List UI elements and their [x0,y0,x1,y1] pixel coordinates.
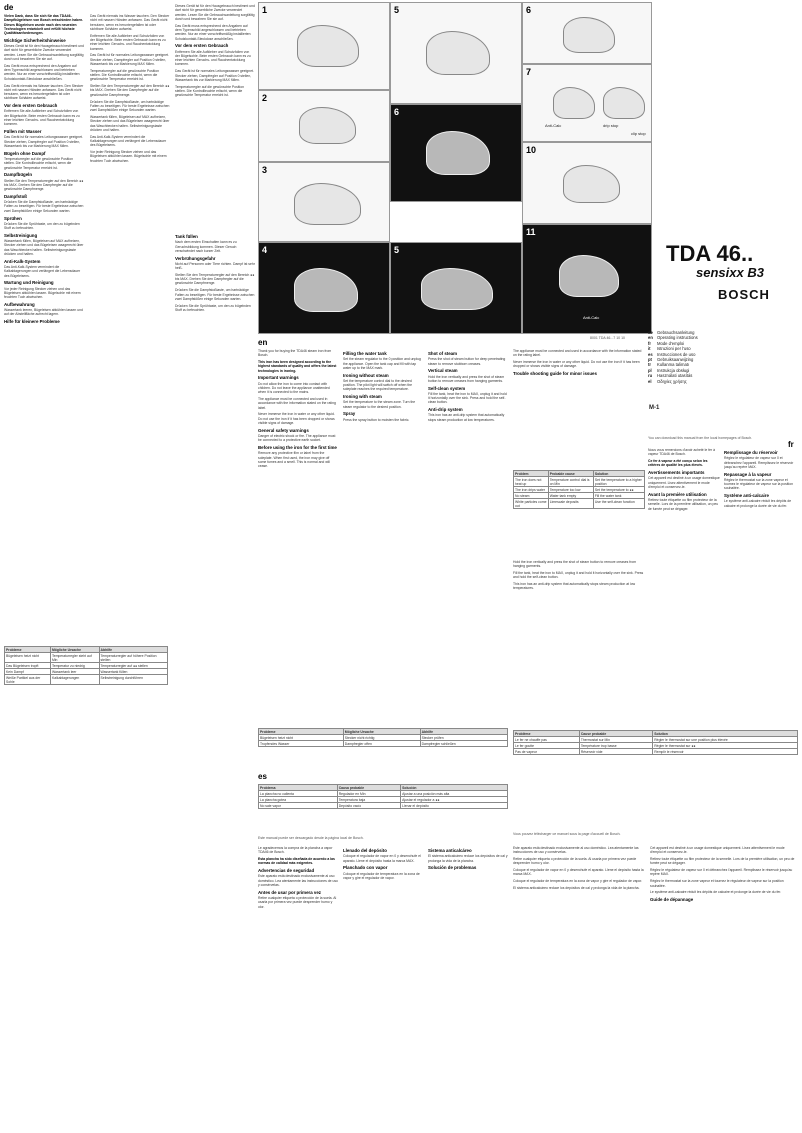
paragraph: Réglez le thermostat sur la zone vapeur et tournez le régulateur de vapeur sur la position souhaitée. [724,477,793,491]
table-cell: Kalkablagerungen [50,675,99,685]
iron-icon [421,268,493,310]
german-column-4 [175,232,255,452]
table-header: Probleme [259,729,344,735]
table-header: Problem [514,471,549,477]
paragraph: Wassertank leeren, Bügeleisen abkühlen lassen und auf der Abstellfläche aufrecht lagern. [4,308,83,317]
table-header: Cause probable [579,731,652,737]
figure-7 [522,64,652,142]
table-cell: Bügeleisen heizt nicht [5,653,51,663]
french-column-2 [724,448,798,728]
language-list [648,330,698,384]
figure-number: 11 [526,227,536,237]
figure-4 [258,242,390,334]
table-cell: Das Bügeleisen tropft [5,663,51,669]
figure-5 [390,2,522,104]
list-item: fr Mode d'emploi [648,340,685,346]
paragraph: Das Gerät niemals ins Wasser tauchen. Den Stecker nicht mit nassen Händen anfassen. Das Gerät nicht benutzen, wenn es heruntergefallen ist oder sichtbare Schäden aufweist. [4,83,84,101]
intro-bold: This iron has been designed according to the highest standards of quality and offers the latest technologies in ironing. [258,360,337,373]
section-heading: Sprühen [4,215,22,221]
table-cell: Le fer ne chauffe pas [514,737,580,743]
paragraph: Stellen Sie den Temperaturregler auf den Bereich ●● bis MAX. Drehen Sie den Dampfregler auf die gewünschte Dampfmenge. [4,178,84,192]
section-heading: General safety warnings [258,427,309,433]
paragraph: Temperaturregler auf die gewünschte Position stellen. Die Kontrollleuchte erlischt, wenn die gewünschte Temperatur erreicht ist. [175,84,244,98]
list-item: es Instrucciones de uso [648,351,696,357]
paragraph: Das Gerät muss entsprechend den Angaben auf dem Typenschild angeschlossen und betrieben werden. Nur an einer vorschriftsmäßig installierten Schutzkontakt-Steckdose anschließen. [4,63,80,81]
footer-note: Este manual puede ser descargado desde la página local de Bosch. [258,836,364,840]
paragraph: Nach dem ersten Einschalten kann es zu Geruchsbildung kommen. Dieser Geruch verschwindet nach kurzer Zeit. [175,240,237,253]
paragraph: Cet appareil est destiné à un usage domestique uniquement. Lisez attentivement le mode d'emploi et conservez-le. [650,846,785,855]
spanish-column-4 [513,846,645,1129]
table-header: Problème [514,731,580,737]
table-cell: Bügeleisen heizt nicht [259,735,344,741]
footer-note: You can download this manual from the local homepages of Bosch. [648,436,753,440]
cover-code: M-1 [649,405,660,411]
figure-number: 7 [526,67,532,77]
table-cell: Stecker nicht richtig [343,735,420,741]
section-heading: Avertissements importants [648,470,705,476]
section-heading: Hilfe für kleinere Probleme [4,319,60,325]
intro-text: Le agradecemos la compra de la plancha a vapor TDA46 de Bosch. [258,846,333,855]
table-cell: The iron drips water [514,487,549,493]
table-cell: Temperaturregler steht auf Min [50,653,99,663]
paragraph: Cet appareil est destiné à un usage domestique uniquement. Lisez attentivement le mode d'emploi et conservez-le. [648,476,720,489]
table-cell: No steam [514,493,549,499]
paragraph: Do not allow the iron to come into contact with children. Do not leave the appliance unattended when it is connected to the mains. [258,381,330,395]
spanish-column-3 [428,846,508,1129]
series-title: sensixx B3 [696,265,764,280]
paragraph: Réglez le régulateur de vapeur sur 0 et débranchez l'appareil. Remplissez le réservoir jusqu'au repère MAX. [650,868,793,877]
list-item: el Οδηγίες χρήσης [648,378,687,384]
iron-icon [299,107,356,144]
intro-text: Nous vous remercions d'avoir acheté le fer à vapeur TDA46 de Bosch. [648,448,715,457]
section-heading: Vor dem ersten Gebrauch [4,103,58,109]
table-cell: The iron does not heat up [514,477,549,487]
table-row [514,749,798,755]
section-heading: Advertencias de seguridad [258,868,315,874]
paragraph: Retire cualquier etiqueta o protección de la suela. Al usarla por primera vez puede desprender humo y olor. [513,857,637,866]
paragraph: Wassertank füllen, Bügeleisen auf MAX aufheizen, Stecker ziehen und das Bügeleisen waagerecht über das Waschbecken halten. Selbstreinigungstaste drücken und halten. [4,239,84,256]
figure-11 [522,224,652,334]
paragraph: Stellen Sie den Temperaturregler auf den Bereich ●● bis MAX. Drehen Sie den Dampfregler auf die gewünschte Dampfmenge. [175,272,255,286]
section-heading: Self-clean system [428,385,466,391]
table-cell: Depósito vacío [337,803,400,809]
table-header: Solution [593,471,644,477]
table-cell: Fill the water tank [593,493,644,499]
table-header: Mögliche Ursache [50,647,99,653]
table-cell: Regulador en Min [337,791,400,797]
section-heading: Ironing with steam [343,394,382,400]
paragraph: Drücken Sie die Dampfstoßtaste, um hartnäckige Falten zu beseitigen. Für beste Ergebnisse zwischen zwei Dampfstößen einige Sekunden warten. [90,99,170,113]
section-heading: Remplissage du réservoir [724,450,778,455]
paragraph: Temperaturregler auf die gewünschte Position stellen. Die Kontrollleuchte erlischt, wenn die gewünschte Temperatur erreicht ist. [4,156,73,170]
section-heading: Llenado del depósito [343,848,387,853]
paragraph: Réglez le régulateur de vapeur sur 0 et débranchez l'appareil. Remplissez le réservoir jusqu'au repère MAX. [724,456,794,469]
figure-number: 6 [394,107,400,117]
paragraph: Hold the iron vertically and press the shot of steam button to remove creases from hanging garments. [428,374,505,383]
figure-number: 5 [394,5,400,15]
section-heading: Anti-drip system [428,407,463,413]
french-column-3 [650,846,798,1129]
table-cell: Ajustar a una posición más alta [401,791,508,797]
german-column-1 [4,14,84,1129]
paragraph: Nicht auf Personen oder Tiere richten. Dampf ist sehr heiß. [175,261,255,271]
figure-caption: drip stop [603,123,619,128]
section-heading: Vor dem ersten Gebrauch [175,43,229,49]
table-cell: Température trop basse [579,743,652,749]
section-heading: Spray [343,411,356,417]
paragraph: This iron has an anti-drip system that automatically stops steam production at low temperatures. [428,413,505,422]
paragraph: Vor jeder Reinigung Stecker ziehen und das Bügeleisen abkühlen lassen. Bügelsohle mit einem feuchten Tuch abwischen. [90,150,167,163]
paragraph: Press the shot of steam button for deep penetrating steam to remove stubborn creases. [428,357,506,366]
section-heading: Dampfstoß [4,193,27,199]
paragraph: Das Gerät niemals ins Wasser tauchen. Den Stecker nicht mit nassen Händen anfassen. Das Gerät nicht benutzen, wenn es heruntergefallen ist oder sichtbare Schäden aufweist. [90,14,170,31]
paragraph: Wassertank füllen, Bügeleisen auf MAX aufheizen, Stecker ziehen und das Bügeleisen waagerecht über das Waschbecken halten. Selbstreinigungstaste drücken und halten. [90,114,170,132]
figure-6b [522,2,652,64]
table-cell: Set the temperature to a higher position [593,477,644,487]
section-heading: Verbrühungsgefahr [175,255,216,261]
language-label-de: de [4,3,14,12]
table-header: Abhilfe [420,729,507,735]
table-cell: Remplir le réservoir [653,749,798,755]
paragraph: Dieses Gerät ist für den Hausgebrauch bestimmt und darf nicht für gewerbliche Zwecke verwendet werden. Lesen Sie die Gebrauchsanleitung sorgfältig durch und bewahren Sie sie auf. [175,4,255,21]
paragraph: The appliance must be connected and used in accordance with the information stated on the rating label. [513,349,642,358]
paragraph: Retirez toute étiquette ou film protecteur de la semelle. Lors de la première utilisation, un peu de fumée peut se dégager. [648,497,719,511]
list-item: pt Gebruiksaanwijzing [648,357,694,363]
paragraph: Drücken Sie die Dampfstoßtaste, um hartnäckige Falten zu beseitigen. Für beste Ergebnisse zwischen zwei Dampfstößen einige Sekunden warten. [4,200,84,213]
paragraph: Set the steam regulator to the 0 position and unplug the appliance. Open the tank cap and fill with tap water up to the MAX mark. [343,357,421,370]
language-label-en: en [258,338,268,347]
section-heading: Planchado con vapor [343,865,388,871]
french-column-1 [648,448,720,728]
table-cell: Temperatur zu niedrig [50,663,99,669]
section-heading: Trouble shooting guide for minor issues [513,371,597,377]
paragraph: Das Gerät ist für normales Leitungswasser geeignet. Stecker ziehen, Dampfregler auf Position 0 stellen, Wassertank bis zur Markierung MAX füllen. [4,135,83,148]
table-row [5,675,168,685]
table-header: Abhilfe [99,647,167,653]
table-cell: Thermostat sur Min [579,737,652,743]
section-heading: Vertical steam [428,368,458,374]
paragraph: Retire cualquier etiqueta o protección de la suela. Al usarla por primera vez puede desprender humo y olor. [258,895,337,909]
section-heading: Anti-Kalk-System [4,258,41,264]
figure-number: 2 [262,93,268,103]
figure-3 [258,162,390,242]
section-heading: Dampfbügeln [4,172,33,178]
english-column-5 [513,560,645,720]
paragraph: Drücken Sie die Sprühtaste, um den zu bügelnden Stoff zu befeuchten. [175,303,251,312]
english-column-2 [343,349,423,769]
table-cell: Ajustar el regulador a ●● [401,797,508,803]
iron-icon [563,17,615,53]
paragraph: Drücken Sie die Dampfstoßtaste, um hartnäckige Falten zu beseitigen. Für beste Ergebnisse zwischen zwei Dampfstößen einige Sekunden warten. [175,288,255,301]
paragraph: Este aparato está destinado exclusivamente al uso doméstico. Lea atentamente las instrucciones de uso y consérvelas. [513,846,639,855]
table-cell: Weiße Partikel aus der Sohle [5,675,51,685]
table-header: Solution [653,731,798,737]
table-cell: Kein Dampf [5,669,51,675]
paragraph: Retirez toute étiquette ou film protecteur de la semelle. Lors de la première utilisation, un peu de fumée peut se dégager. [650,857,795,866]
section-heading: Wichtige Sicherheitshinweise [4,37,66,43]
section-heading: Ironing without steam [343,372,389,378]
table-cell: Water tank empty [548,493,593,499]
figure-number: 3 [262,165,268,175]
paragraph: Coloque el regulador de temperatura en la zona de vapor y gire el regulador de vapor. [513,879,643,884]
section-heading: Wartung und Reinigung [4,280,54,286]
table-cell: Temperaturregler auf höhere Position stellen [99,653,167,663]
english-column-1 [258,349,338,769]
paragraph: Hold the iron vertically and press the shot of steam button to remove creases from hanging garments. [513,560,637,569]
paragraph: Este aparato está destinado exclusivamente al uso doméstico. Lea atentamente las instrucciones de uso y consérvelas. [258,874,338,887]
section-heading: Tank füllen [175,234,198,239]
paragraph: Stellen Sie den Temperaturregler auf den Bereich ●● bis MAX. Drehen Sie den Dampfregler auf die gewünschte Dampfmenge. [90,84,170,97]
brand-logo: BOSCH [718,287,770,302]
table-cell: White particles come out [515,499,547,508]
spanish-column-2 [343,846,423,1129]
paragraph: Never immerse the iron in water or any other liquid. Do not use the iron if it has been dropped or shows visible signs of damage. [258,412,335,426]
paragraph: Coloque el regulador de vapor en 0 y desenchufe el aparato. Llene el depósito hasta la marca MAX. [513,868,644,877]
model-title: TDA 46.. [666,241,754,266]
paragraph: Réglez le thermostat sur la zone vapeur et tournez le régulateur de vapeur sur la position souhaitée. [650,879,784,888]
table-cell: Limescale deposits [548,499,593,509]
intro-text: Thank you for buying the TDA46 steam iron from Bosch. [258,349,332,358]
list-item: pl Instrukcja obsługi [648,367,690,373]
list-item: it Istruzioni per l'uso [648,346,691,352]
iron-icon [426,131,490,175]
figure-2 [258,90,390,162]
iron-icon [294,183,361,225]
iron-icon [553,87,595,119]
table-header: Probleme [5,647,51,653]
reference-code: 8001 TDA 46...7 10 10 [590,336,625,340]
table-cell: Tropfendes Wasser [259,741,344,747]
figure-number: 4 [262,245,268,255]
section-heading: Important warnings [258,375,299,381]
table-cell: La plancha no calienta [259,791,338,797]
table-cell: Temperaturregler auf ●● stellen [99,663,167,669]
intro-bold: Esta plancha ha sido diseñada de acuerdo a las normas de calidad más exigentes. [258,857,335,866]
table-cell: Temperature too low [548,487,593,493]
table-row [514,499,645,509]
paragraph: Das Gerät ist für normales Leitungswasser geeignet. Stecker ziehen, Dampfregler auf Position 0 stellen, Wassertank bis zur Markierung MAX füllen. [90,53,169,66]
table-cell: Régler le thermostat sur une position plus élevée [653,737,798,743]
table-header: Problema [259,785,338,791]
table-row [259,741,508,747]
iron-icon [297,25,359,67]
iron-icon [559,255,619,297]
iron-icon [294,268,358,312]
section-heading: Selbstreinigung [4,232,38,238]
figure-caption: Anti-Calc [545,123,562,128]
table-cell: Selbstreinigung durchführen [99,675,167,685]
figure-5b [390,242,522,334]
table-cell: Régler le thermostat sur ●● [653,743,798,749]
section-heading: Sistema anticalcáreo [428,848,472,853]
footer-note: Vous pouvez télécharger ce manuel sous la page d'accueil de Bosch. [513,832,621,836]
paragraph: El sistema anticalcáreo reduce los depósitos de cal y prolonga la vida de la plancha. [513,886,640,891]
english-column-3 [428,349,508,769]
figure-caption: clip stop [631,131,646,136]
section-heading: Antes de usar por primera vez [258,889,321,895]
section-heading: Shot of steam [428,351,458,356]
paragraph: The appliance must be connected and used in accordance with the information stated on the rating label. [258,397,336,410]
iron-icon [426,31,490,75]
paragraph: El sistema anticalcáreo reduce los depósitos de cal y prolonga la vida de la plancha. [428,854,508,863]
table-cell: La plancha gotea [259,797,338,803]
paragraph: Temperaturregler auf die gewünschte Position stellen. Die Kontrollleuchte erlischt, wenn die gewünschte Temperatur erreicht ist. [90,68,159,82]
paragraph: Dieses Gerät ist für den Hausgebrauch bestimmt und darf nicht für gewerbliche Zwecke verwendet werden. Lesen Sie die Gebrauchsanleitung sorgfältig durch und bewahren Sie sie auf. [4,44,84,62]
table-header: Probable cause [548,471,593,477]
paragraph: Das Anti-Kalk-System vermindert die Kalkablagerungen und verlängert die Lebensdauer des Bügeleisens. [90,134,167,148]
paragraph: Coloque el regulador de temperatura en la zona de vapor y gire el regulador de vapor. [343,871,420,880]
intro-text: Vielen Dank, dass Sie sich für das TDA46.. Dampfbügeleisen von Bosch entschieden haben. Dieses Bügeleisen wurde nach den neuesten Technologien entwickelt und erfüllt höchste Qualitätsanforderungen. [4,14,84,36]
figure-10 [522,142,652,224]
table-cell: Le fer goutte [514,743,580,749]
table-cell: Set the temperature to ●● [593,487,644,493]
german-trouble-table-2 [258,728,508,747]
table-cell: Dampfregler schließen [420,741,507,747]
table-row [259,803,508,809]
paragraph: Set the temperature to the steam zone. Turn the steam regulator to the desired position. [343,400,416,409]
table-header: Mögliche Ursache [343,729,420,735]
table-cell: Dampfregler offen [343,741,420,747]
paragraph: Das Gerät ist für normales Leitungswasser geeignet. Stecker ziehen, Dampfregler auf Position 0 stellen, Wassertank bis zur Markierung MAX füllen. [175,69,254,82]
paragraph: Entfernen Sie alle Aufkleber und Schutzfolien von der Bügelsohle. Beim ersten Gebrauch kann es zu einer leichten Geruchs- und Rauchentwicklung kommen. [4,109,80,127]
french-trouble-table [513,730,798,755]
paragraph: Fill the tank, heat the iron to MAX, unplug it and hold it horizontally over the sink. Press and hold the self-clean button. [513,571,644,580]
table-header: Solución [401,785,508,791]
section-heading: Füllen mit Wasser [4,129,42,135]
intro-bold: Ce fer à vapeur a été conçu selon les critères de qualité les plus élevés. [648,459,708,468]
table-cell: Pas de vapeur [514,749,580,755]
section-heading: Guide de dépannage [650,897,694,903]
paragraph: Remove any protective film or label from the soleplate. When first used, the iron may give off some fumes and a smell. This is normal and will cease. [258,451,330,469]
table-cell: Stecker prüfen [420,735,507,741]
figure-caption: Anti-Calc [583,315,600,320]
section-heading: Avant la première utilisation [648,491,707,497]
paragraph: Press the spray button to moisten the fabric. [343,417,410,422]
list-item: de Gebrauchsanleitung [648,330,695,335]
section-heading: Bügeln ohne Dampf [4,150,46,156]
english-trouble-table [513,470,645,509]
section-heading: Filling the water tank [343,351,387,356]
table-cell: Wassertank leer [50,669,99,675]
paragraph: Danger of electric shock or fire. The appliance must be connected to a protective earth socket. [258,434,336,443]
spanish-trouble-table [258,784,508,809]
section-heading: Repassage à la vapeur [724,471,772,477]
table-cell: Temperatura baja [337,797,400,803]
paragraph: Le système anti-calcaire réduit les dépôts de calcaire et prolonge la durée de vie du fer. [724,499,792,508]
german-column-3 [175,4,255,214]
table-cell: Llenar el depósito [401,803,508,809]
language-label-fr: fr [788,440,794,449]
paragraph: Drücken Sie die Sprühtaste, um den zu bügelnden Stoff zu befeuchten. [4,221,80,231]
table-header: Causa probable [337,785,400,791]
language-label-es: es [258,772,267,781]
iron-icon [603,87,645,119]
table-cell: Use the self-clean function [593,499,644,509]
section-heading: Système anti-calcaire [724,493,769,499]
paragraph: Coloque el regulador de vapor en 0 y desenchufe el aparato. Llene el depósito hasta la marca MAX. [343,854,421,863]
figure-number: 5 [394,245,400,255]
paragraph: Never immerse the iron in water or any other liquid. Do not use the iron if it has been dropped or shows visible signs of damage. [513,360,640,369]
paragraph: Entfernen Sie alle Aufkleber und Schutzfolien von der Bügelsohle. Beim ersten Gebrauch kann es zu einer leichten Geruchs- und Rauchentwicklung kommen. [90,33,166,51]
list-item: tr Kullanma talimatı [648,362,690,368]
figure-number: 10 [526,145,537,155]
paragraph: Das Gerät muss entsprechend den Angaben auf dem Typenschild angeschlossen und betrieben werden. Nur an einer vorschriftsmäßig installierten Schutzkontakt-Steckdose anschließen. [175,23,251,41]
german-column-2 [90,14,170,1129]
table-row [514,477,645,487]
figure-number: 1 [262,5,268,15]
section-heading: Before using the iron for the first time [258,445,337,451]
german-trouble-table [4,646,168,685]
table-cell: Wassertank füllen [99,669,167,675]
paragraph: Entfernen Sie alle Aufkleber und Schutzfolien von der Bügelsohle. Beim ersten Gebrauch kann es zu einer leichten Geruchs- und Rauchentwicklung kommen. [175,49,251,67]
spanish-column-1 [258,846,338,1129]
list-item: en Operating instructions [648,335,698,341]
paragraph: Fill the tank, heat the iron to MAX, unplug it and hold it horizontally over the sink. Press and hold the self-clean button. [428,391,507,405]
english-column-4 [513,349,645,469]
figure-1 [258,2,390,90]
table-row [5,653,168,663]
paragraph: Le système anti-calcaire réduit les dépôts de calcaire et prolonge la durée de vie du fer. [650,890,782,895]
table-cell: Réservoir vide [579,749,652,755]
paragraph: Set the temperature control dial to the desired position. The pilot light will switch off when the soleplate reaches the required temperature. [343,378,413,392]
section-heading: Aufbewahrung [4,301,35,307]
figure-6 [390,104,522,202]
paragraph: Vor jeder Reinigung Stecker ziehen und das Bügeleisen abkühlen lassen. Bügelsohle mit einem feuchten Tuch abwischen. [4,286,81,300]
paragraph: This iron has an anti-drip system that automatically stops steam production at low temperatures. [513,582,636,591]
iron-icon [563,165,620,203]
table-cell: No sale vapor [259,803,338,809]
section-heading: Solución de problemas [428,865,477,871]
list-item: ru Használati utasítás [648,373,693,379]
paragraph: Das Anti-Kalk-System vermindert die Kalkablagerungen und verlängert die Lebensdauer des Bügeleisens. [4,264,81,278]
table-cell: Temperature control dial is on Min [548,477,593,487]
figure-number: 6 [526,5,532,15]
